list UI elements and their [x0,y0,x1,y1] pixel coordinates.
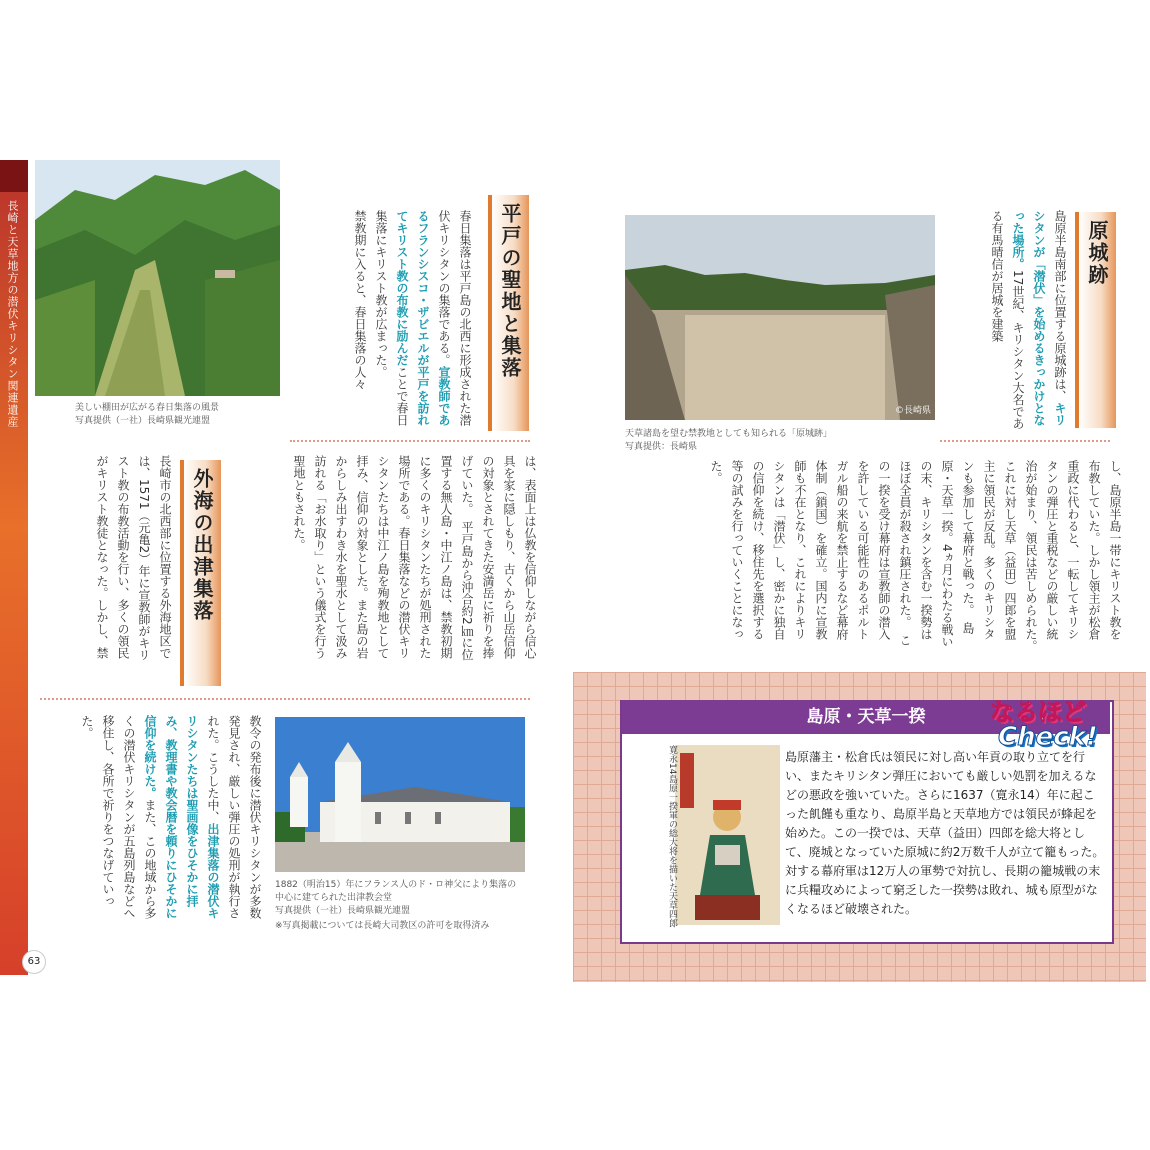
hirado-text-2: は、表面上は仏教を信仰しながら信心具を家に隠しもり、古くから山岳信仰の対象とされてきた安満岳に祈りを捧げていた。 平戸島から沖合約2㎞に位置する無人島・中江ノ島は、禁教初期に多くのキリシタンたちが処刑された場所である。春日集落などの潜伏キリシタンたちは中江ノ島を殉教地として拝み、信仰の対象とした。また島の岩からしみ出すわき水を聖水として汲み訪れる「お水取り」という儀式を行う聖地ともされた。 [292,455,537,661]
harajo-text-2: し、島原半島一帯にキリスト教を布教していた。しかし領主が松倉重政に代わると、一転してキリシタンの弾圧と重税などの厳しい統治が始まり、領民は苦しめられた。 これに対し天草（益田）四郎を盟主に領民が反乱。多くのキリシタンも参加して幕府と戦った。 島原・天草一揆。4ヵ月にわたる戦いの末、キリシタンを含む一揆勢はほぼ全員が殺され鎮圧された。 この一揆を受け幕府は宣教師の潜入を許している可能性のあるポルトガル船の来航を禁止するなど幕府体制（鎖国）を確立。国内に宣教師も不在となり、これによりキリシタンは「潜伏」し、密かに独自の信仰を続け、移住先を選択する等の試みを行っていくことになった。 [709,460,1122,658]
sotome-text-2 [50,715,265,930]
church-caption-4: ※写真掲載については長崎大司教区の許可を取得済み [275,921,490,931]
harajo-caption-1: 天草諸島を望む禁教地としても知られる「原城跡」 [625,429,833,439]
harajo-text-a: 島原半島南部に位置する原城跡は、 [1053,210,1067,402]
heading-sotome: 外海の出津集落 [180,460,221,686]
kasuga-caption-2: 写真提供（一社）長崎県観光連盟 [75,416,211,426]
sotome-text-2a: 教令の発布後に潜伏キリシタンが多数発見され、厳しい弾圧の処刑が執行された。こうした中、 [206,715,262,919]
sotome-text-2b: また、この地域から多くの潜伏キリシタンが五島列島などへ移住し、各所で祈りをつなげていった。 [80,715,157,919]
kasuga-caption-1: 美しい棚田が広がる春日集落の風景 [75,403,220,413]
heading-harajo: 原城跡 [1075,212,1116,428]
hirado-text-b: ことで春日集落にキリスト教が広まった。 [374,210,409,426]
kasuga-village-photo [35,160,280,396]
divider-left-1 [290,440,530,442]
hirado-highlight: 宣教師であるフランシスコ・ザビエルが平戸を訪れてキリスト教の布教に励んだ [395,210,451,426]
check-title: 島原・天草一揆 [622,700,1110,734]
sotome-text: 長崎市の北西部に位置する外海地区では、1571（元亀2）年に宣教師がキリスト教の布教活動を行い、多くの領民がキリスト教徒となった。しかし、禁 [95,455,172,662]
hirado-text [285,210,475,430]
hirado-text-c: 禁教期に入ると、春日集落の人々 [353,210,367,390]
check-badge-naruhodo: なるほど [990,698,1086,726]
check-body: 島原藩主・松倉氏は領民に対し高い年貢の取り立てを行い、またキリシタン弾圧においても厳しい処罰を加えるなどの悪政を強いていた。さらに1637（寛永14）年に起こった飢饉も重なり、島原半島と天草地方では領民が蜂起を始めた。この一揆では、天草（益田）四郎を総大将として、廃城となっていた原城に約2万数千人が立て籠もった。対する幕府軍は12万人の軍勢で対抗し、長期の籠城戦の末に兵糧攻めによって窮乏した一揆勢は敗れ、城も原型がなくなるほど破壊された。 [785,750,1105,916]
divider-left-2 [40,698,530,700]
harajo-caption-2: 写真提供：長崎県 [625,442,698,452]
page-number-left: 63 [22,950,46,974]
church-caption-1: 1882（明治15）年にフランス人のド・ロ神父により集落の [275,880,517,890]
side-title: 長崎と天草地方の潜伏キリシタン関連遺産 [6,200,19,428]
divider-right [940,440,1110,442]
harajo-highlight: キリシタンが「潜伏」を始めるきっかけとなった場所。 [1011,210,1067,426]
harajo-photo-credit: ©長崎県 [895,406,932,416]
sotome-highlight: 出津集落の潜伏キリシタンたちは聖画像をひそかに拝み、教理書や教会暦を頼りにひそかに信仰を続けた。 [143,715,220,919]
amakusa-shiro-portrait [675,745,780,925]
harajo-text-b: 17世紀、キリシタン大名である有馬晴信が居城を建築 [990,210,1025,430]
shitsu-church-photo [275,717,525,872]
harajo-photo [625,215,935,420]
portrait-caption: 寛永14島原一揆軍の総大将を描いた天草四郎 [667,745,677,928]
heading-hirado: 平戸の聖地と集落 [488,195,529,431]
check-badge-check: Check! [998,722,1098,752]
church-caption-2: 中心に建てられた出津教会堂 [275,893,393,903]
harajo-text [935,210,1070,430]
church-caption-3: 写真提供（一社）長崎県観光連盟 [275,906,411,916]
hirado-text-a: 春日集落は平戸島の北西に形成された潜伏キリシタンの集落である。 [437,210,472,426]
